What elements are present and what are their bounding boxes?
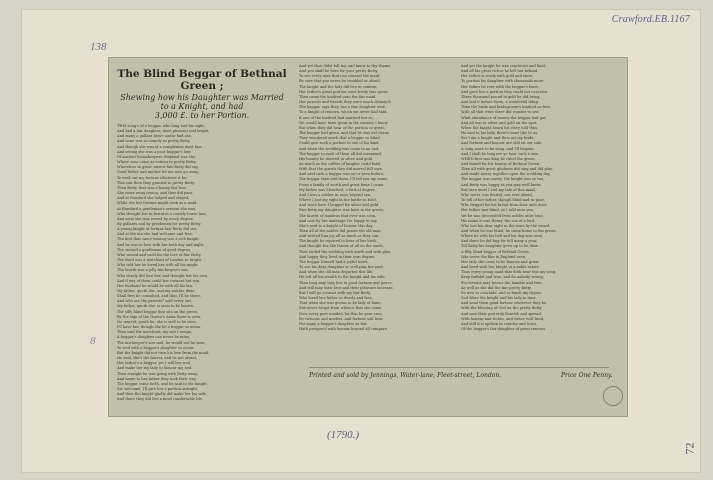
verse-line: Hath prosper'd with honour beyond all compare. <box>299 326 389 331</box>
margin-mark: 8 <box>90 335 96 347</box>
verse-line: Who begged for his bread from door unto door. <box>461 203 548 208</box>
verse-line: And gave her a portion they could not conceive, <box>461 89 549 94</box>
verse-line: Wherefore in great sorrow fair Betty did say, <box>117 165 199 170</box>
subtitle-line-2: 3,000 £. to her Portion. <box>154 111 250 120</box>
verse-line: His bounty he shewed in silver and gold, <box>299 156 374 161</box>
verse-line: To tell of her father, though blind and so poor, <box>461 198 545 203</box>
verse-line: That when she was grown to be lady of fame, <box>299 301 382 306</box>
imprint-rule <box>309 367 609 368</box>
verse-line: The fourth was a jolly inn-keeper's son, <box>117 268 189 273</box>
verse-line: She's wed to a knight of honour this day. <box>299 223 374 228</box>
verse-line: To see his dear daughter so well play her part. <box>299 265 384 270</box>
verse-line: Sir, welcome, I'll give her a portion outright. <box>117 386 199 391</box>
verse-line: By the sign of the Queen's Arms there is seen, <box>117 314 202 319</box>
verse-lines <box>299 64 461 332</box>
verse-line: Her father he rose with the beggar's leave, <box>461 84 540 89</box>
verse-line: For I am a knight and thou art my bride, <box>461 136 535 141</box>
price: Price One Penny. <box>561 372 613 379</box>
verse-line: Yet he was descended from nobles most true, <box>461 213 544 218</box>
verse-line: With all that were there did wonder to see, <box>461 110 540 115</box>
verse-line: And soon she was wooed by every degree, <box>117 216 195 221</box>
verse-line: So now to conclude, and to finish my rhyme, <box>461 290 543 295</box>
verse-line: Then straight he was going with Betty away, <box>117 371 198 376</box>
page-number: 138 <box>90 41 107 53</box>
text-column-2 <box>299 64 461 408</box>
verse-line: The beggar was merry, the knight was so too, <box>461 177 545 182</box>
verse-line: The beggar himself had a joyful heart, <box>299 259 369 264</box>
verse-line: They wondered much that a beggar so blind, <box>299 136 381 141</box>
verse-line: Be sure that you never be troubled or afraid, <box>299 79 381 84</box>
verse-line: The second a gentleman of good degree, <box>117 247 192 252</box>
verse-line: And there they did live a most comfortable life. <box>117 397 204 402</box>
verse-line: Who dearly did love her, and thought her his own, <box>117 273 209 278</box>
verse-line: Her father's a beggar, yet I will her wed, <box>117 361 192 366</box>
verse-line: She came away crying, and thus did pass, <box>117 191 194 196</box>
verse-line: The beggar, says they, has a fine daughter wed, <box>299 105 386 110</box>
verse-line: And yet the knight he was courteous and kind, <box>461 64 546 68</box>
verse-line: Fair Betty my daughter was born in the green, <box>299 208 384 213</box>
verse-line: And still may their love and their pleasure increase. <box>299 285 394 290</box>
verse-line: The inn-keeper's son said, he would not be seen, <box>117 340 206 345</box>
verse-line: Her parents and friends they were much dismay'd. <box>299 100 392 105</box>
verse-line: He said, she's the fairest, and be not afraid, <box>117 356 197 361</box>
broadside-title: The Blind Beggar of Bethnal Green ; <box>117 68 287 92</box>
verse-line: The knight and the lady did live in content, <box>299 84 378 89</box>
verse-line: And happy they lived in their own degree, <box>299 254 376 259</box>
verse-line: Her lady she came to be famous and great, <box>461 259 540 264</box>
verse-line: Who told her he loved her with all his might. <box>117 263 199 268</box>
verse-line: Whose sons came as suitors to pretty Betty. <box>117 160 197 165</box>
verse-line: From a family of worth and great fame I came. <box>299 182 385 187</box>
verse-lines <box>461 64 623 332</box>
verse-line: With that the guests they did marvel full sore, <box>299 167 383 172</box>
verse-line: And seeing she was a poor beggar's heir, <box>117 149 192 154</box>
verse-line: To wed with a beggar's daughter so mean. <box>117 345 195 350</box>
date-mark: (1790.) <box>327 429 360 441</box>
verse-line: Now every poor maiden, let this be your care, <box>299 311 383 316</box>
verse-line: My father, quoth she, and my mother dear, <box>117 289 195 293</box>
verse-line: Be virtuous and modest, and fortune will bear, <box>299 316 384 321</box>
verse-line: Who loved her father so dearly and free, <box>299 296 373 301</box>
verse-line: And I shall be long ere ye hear such a one, <box>461 151 539 156</box>
side-number: 72 <box>682 442 697 455</box>
verse-line: Who lost his dear sight in the wars by the sword. <box>461 223 551 228</box>
verse-line: The beggar then told them, I'll tell you my name, <box>299 177 389 182</box>
verse-line: And when the wedding was come to an end, <box>299 146 380 151</box>
verse-line: And since have I begged for silver and gold. <box>299 203 380 208</box>
verse-line: To see every man that can counsel the maid, <box>299 74 381 79</box>
verse-line: Keep faithful and true, and do nobody wrong, <box>461 275 545 280</box>
verse-line: And many a gallant brave suitor had she, <box>117 134 193 139</box>
imprint: Printed and sold by Jennings, Water-lane, Fleet-street, London. <box>309 372 502 379</box>
verse-line: Then all of the nobles did praise the old man, <box>299 229 382 233</box>
verse-line: And all his great riches he left her behind, <box>461 69 539 74</box>
verse-line: His name it was Henry, the son of a lord, <box>461 218 536 223</box>
verse-line: And had a fair daughter, most pleasant and bright, <box>117 129 210 134</box>
verse-line: Then came the kindred unto the fair maid, <box>299 94 377 99</box>
verse-line: And thought her the fairest of all on the earth. <box>299 244 384 249</box>
verse-line: Who never was fearful, nor ever afraid, <box>461 192 533 197</box>
verse-line: As well as she did the fair pretty Betty. <box>461 285 532 290</box>
verse-line: He left all his wealth to the knight and his wife, <box>299 275 386 280</box>
verse-line: While she her fortune might seek as a maid. <box>117 201 198 206</box>
verse-line: And none was so comely as pretty Betty. <box>117 139 191 144</box>
verse-line: And wished him joy all as much as they can, <box>299 234 380 239</box>
verse-line: If one of the kindred had married her so, <box>299 115 374 120</box>
verse-line: And famed for his beauty of Bethnal Green. <box>461 161 541 166</box>
verse-line: Who thought her in features a comely brave lass, <box>117 211 207 216</box>
verse-line: We would have been great in the country I know. <box>299 120 389 125</box>
verse-line: With the blessing of God on the pretty Betty. <box>461 306 543 311</box>
verse-line: And home to her father they took their way, <box>117 376 197 381</box>
verse-line: THIS song's of a beggar, who long lost his sight, <box>117 124 206 128</box>
verse-line: To portion his daughter with thousands more. <box>461 79 545 84</box>
verse-line: And still it is spoken in country and town, <box>461 321 537 326</box>
verse-line: And said such a beggar was ne'er seen before, <box>299 172 384 177</box>
broadside-sheet <box>108 57 628 417</box>
subtitle-line-1: Shewing how his Daughter was Married to a Knight, and had <box>120 93 284 111</box>
verse-lines <box>117 124 287 402</box>
verse-line: And you shall be here for your pretty Betty, <box>299 69 379 74</box>
verse-line: For many a beggar's daughter as fair, <box>299 321 368 326</box>
verse-line: And Betty was happy as you may well know. <box>461 182 542 187</box>
verse-line: Of ancient housekeepers despised was she, <box>117 154 197 159</box>
verse-line: Her husband he would be with all his kin. <box>117 283 194 288</box>
verse-line: And I was a soldier in wars beyond sea, <box>299 192 372 197</box>
verse-line: By gallants and by gentlemen for pretty Betty. <box>117 221 202 226</box>
verse-line: And now their posterity flourish and spread, <box>461 311 542 316</box>
verse-line: Then said the merchant, my suit I resign, <box>117 330 193 335</box>
verse-line: With honour and riches, and virtue well bred, <box>461 316 545 321</box>
library-seal-icon <box>603 386 623 406</box>
verse-line: For fortune may favour the humble and free, <box>461 280 543 285</box>
verse-line: My father was Montford, a lord of degree, <box>299 187 376 192</box>
verse-line: And though she was of a complexion most fair, <box>117 144 202 149</box>
verse-line: God bless the knight and his lady in time, <box>461 296 537 301</box>
verse-line: At Rumford a gentleman's servant she was, <box>117 206 197 211</box>
verse-line: And at the inn she had welcome and free, <box>117 232 193 237</box>
verse-line: She never forgot from whence that she came. <box>299 306 383 311</box>
verse-line: Then long may they live in good fortune and peace, <box>299 280 393 285</box>
verse-line: But here must I end my tale of this maid, <box>461 187 536 192</box>
verse-line: Thus ended the wedding with mirth and with glee, <box>299 249 392 254</box>
verse-line: And then the knight gladly did make her his wife, <box>117 392 208 397</box>
verse-line: Till Betty his daughter grew up to be dear. <box>461 244 539 249</box>
verse-line: And when the old man departed this life, <box>299 270 374 275</box>
verse-line: Then all with great gladness did sing and did play, <box>461 167 553 172</box>
verse-line: And there he did beg for full many a year, <box>461 239 538 244</box>
verse-line: A beggar's daughter can never be mine, <box>117 335 191 340</box>
verse-line: To seek out my fortune whatever it be; <box>117 175 188 180</box>
verse-line: The knight he rejoiced to hear of her birth, <box>299 239 378 244</box>
verse-line: My father, quoth she, is soon to be known. <box>117 304 195 309</box>
verse-line: This suit then they granted to pretty Betty. <box>117 180 195 185</box>
verse-line: The fairest of maidens that ever was seen, <box>299 213 377 218</box>
verse-line: But when they did hear of the portion so great, <box>299 125 385 130</box>
text-column-1 <box>117 64 287 408</box>
verse-line: The beggar had given, and that he was not cheat, <box>299 131 390 136</box>
verse-line: WHEN first was king he ruled the green, <box>461 156 536 161</box>
verse-line: A young knight of fortune fair Betty did see, <box>117 227 198 232</box>
verse-line: And lived with her knight in a noble estate. <box>461 265 540 270</box>
verse-line: No marvel, quoth he, she is well to be seen, <box>117 319 197 324</box>
verse-line: And fortune and honour are still on our side. <box>461 141 543 146</box>
verse-line: A fifty blind beggar of Bethnal Green, <box>461 249 530 254</box>
verse-line: Good father and mother let me now go away, <box>117 170 199 175</box>
verse-line: And all was in silver and gold on the spot. <box>461 120 538 125</box>
verse-line: And send them good fortune wherever they be, <box>461 301 548 306</box>
verse-line: Was never the like in England seen, <box>461 254 527 259</box>
verse-line: Where I lost my sight in the battle so bold, <box>299 198 377 203</box>
verse-line: The third was a merchant of London so bright, <box>117 258 203 263</box>
catalogue-stamp: Crawford.EB.1167 <box>611 14 690 25</box>
verse-line: And made merry together upon the wedding day, <box>461 172 551 177</box>
verse-line: And at Rumford she lodged and stayed, <box>117 196 190 201</box>
verse-line: As much as the coffers of knights could hold. <box>299 161 381 166</box>
verse-line: And if any of them could her consent but win, <box>117 278 201 283</box>
verse-line: Her father's great portion most freely was spent, <box>299 89 389 94</box>
verse-line: Then Betty, that was a bonny fair lass, <box>117 185 187 190</box>
verse-line: Her father is ready with gold and store, <box>461 74 534 79</box>
verse-line: But the knight did not turn his love from the maid, <box>117 350 210 355</box>
verse-line: The first that came wooing was a rich knight, <box>117 237 200 242</box>
verse-line: When the knight heard his story told thus, <box>461 125 539 130</box>
verse-line: And make her my lady to honour my bed. <box>117 366 193 371</box>
verse-line: Her father was blind, as I told unto you, <box>461 208 534 213</box>
verse-line: I'll have her, though she be a beggar so mean. <box>117 325 202 330</box>
verse-line: Shall first be consulted, and then I'll be there, <box>117 294 201 299</box>
verse-line: But I will go counsel with my fair Betty, <box>299 290 371 295</box>
verse-line: And he was in love with her both day and night. <box>117 242 205 247</box>
verse-line: The silly blind beggar that sits on the green, <box>117 309 199 314</box>
verse-line: The beggar came forth, and he said to the knight, <box>117 381 208 386</box>
verse-line: The beggar to each of them all did commend, <box>299 151 382 156</box>
verse-line: Thus every young maid that doth hear this my song, <box>461 270 557 275</box>
verse-line: And laid it before them, a wonderful thing. <box>461 100 540 105</box>
verse-line: And when he was blind, he came home to the green, <box>461 229 557 233</box>
verse-line: Then the bride and bridegroom's kindred so free, <box>461 105 552 110</box>
verse-line: He said to his lady, there's none like to us, <box>461 131 539 136</box>
verse-line: To a knight of renown, which we never had said, <box>299 110 388 115</box>
verse-line: And yet thou didst tell my, and know to thy shame, <box>299 64 392 68</box>
verse-line: Of the beggar's fair daughter of great renown. <box>461 326 546 331</box>
broadside-subtitle <box>117 93 287 120</box>
text-column-3 <box>461 64 623 408</box>
verse-line: What abundance of money the beggar had got, <box>461 115 547 120</box>
verse-line: A song more to be sung, and I'll begone, <box>461 146 535 151</box>
verse-line: Where he with his bell and his dog was seen, <box>461 234 544 239</box>
verse-line: And now by her marriage I'm happy to say, <box>299 218 378 223</box>
verse-line: Three thousand pound in gold he did bring, <box>461 94 541 99</box>
verse-line: And who are thy parents? said every one, <box>117 299 193 304</box>
verse-line: Who wooed and sued for the love of fair Betty, <box>117 252 202 257</box>
verse-line: Could give such a portion to one of his kind. <box>299 141 380 146</box>
